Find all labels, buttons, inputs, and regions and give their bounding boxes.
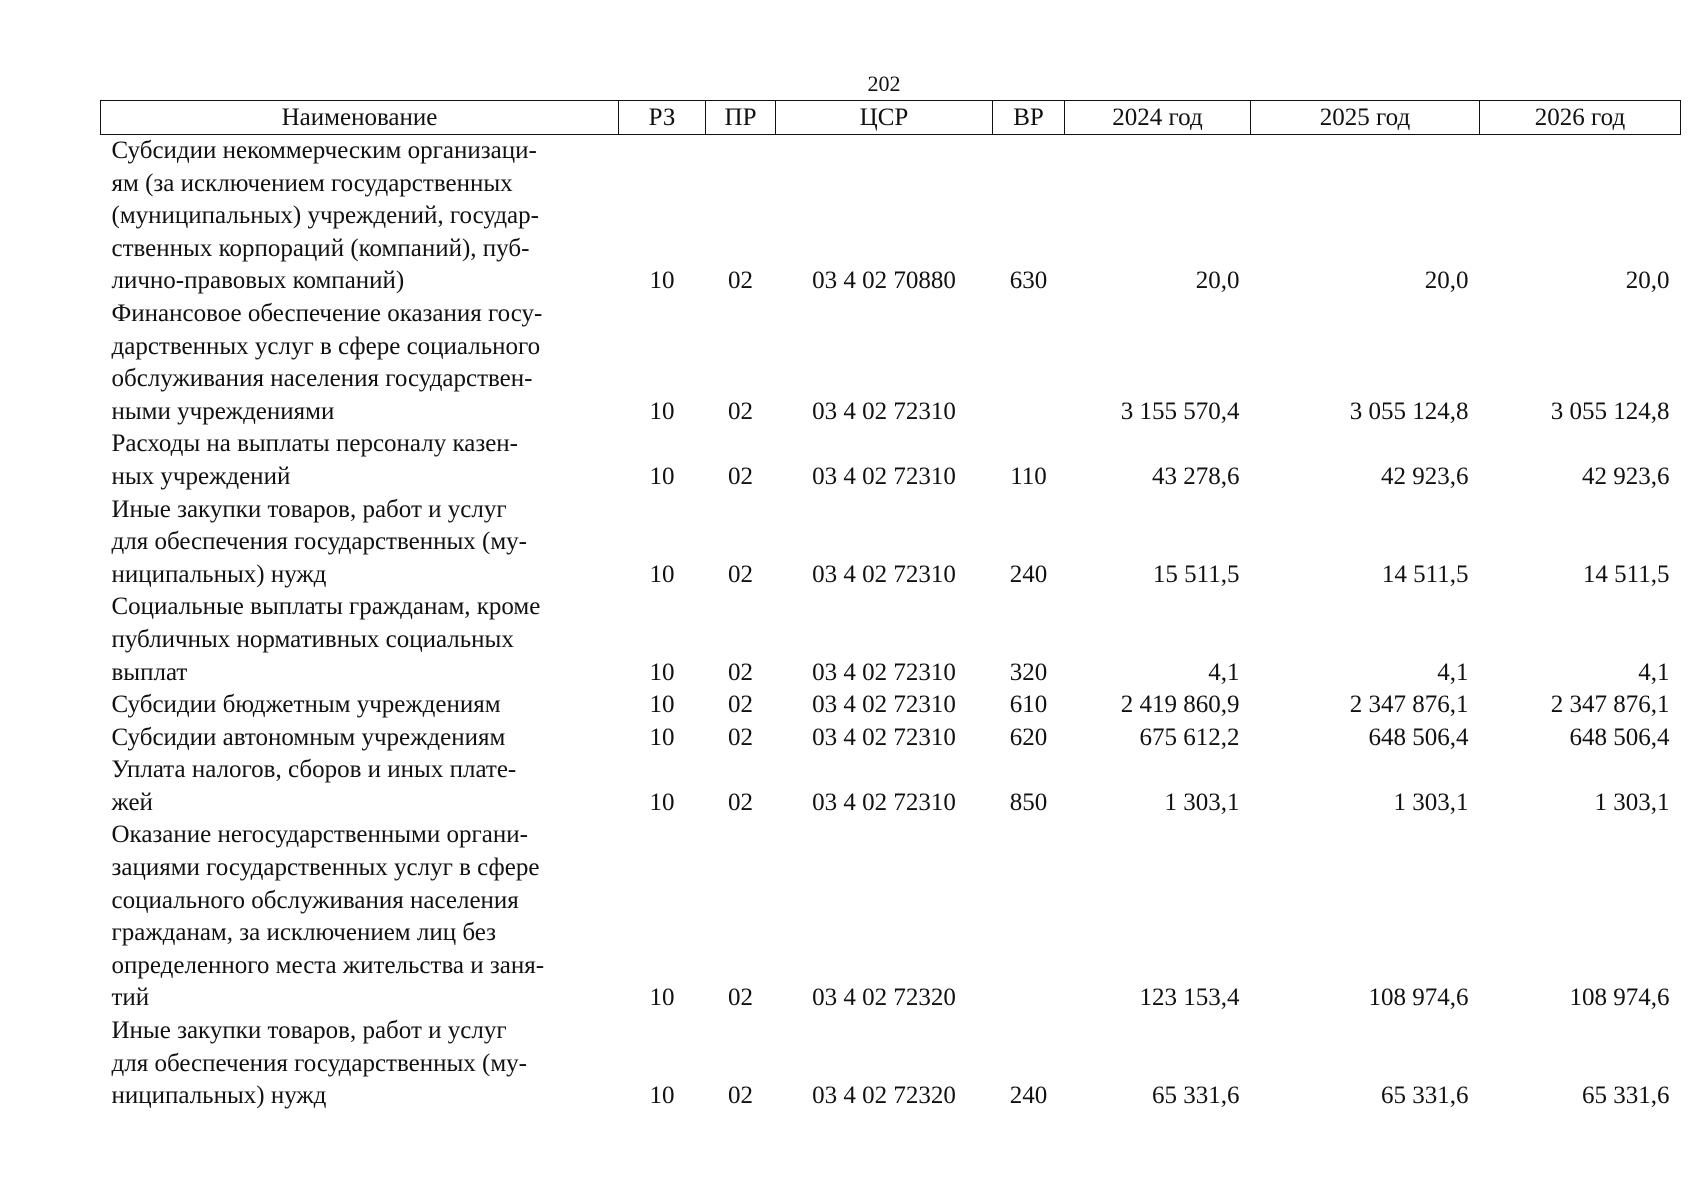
cell-rz: 10 <box>649 1082 675 1110</box>
cell-vr: 240 <box>1009 1082 1048 1110</box>
name-line: выплат <box>111 658 188 686</box>
cell-rz: 10 <box>649 560 675 588</box>
cell-2024: 3 155 570,4 <box>1120 397 1240 425</box>
cell-pr: 02 <box>728 267 753 295</box>
cell-2024: 1 303,1 <box>1164 788 1240 816</box>
name-line: для обеспечения государственных (му- <box>111 1049 527 1077</box>
cell-pr: 02 <box>728 1082 753 1110</box>
cell-rz: 10 <box>649 267 675 295</box>
name-line: ными учреждениями <box>111 397 335 425</box>
name-line: ям (за исключением государственных <box>111 169 513 197</box>
name-line: для обеспечения государственных (му- <box>111 528 527 556</box>
table-row <box>101 1015 1681 1113</box>
table-row <box>101 494 1681 592</box>
cell-2024: 123 153,4 <box>1139 984 1240 1012</box>
name-line: жей <box>111 788 153 816</box>
table-row <box>101 722 1681 755</box>
cell-csr: 03 4 02 72310 <box>812 658 956 686</box>
header-vr: ВР <box>993 101 1065 135</box>
cell-pr: 02 <box>728 984 753 1012</box>
name-line: ниципальных) нужд <box>111 1082 327 1110</box>
name-line: Оказание негосударственными органи- <box>111 821 528 849</box>
cell-csr: 03 4 02 72310 <box>812 462 956 490</box>
budget-table-container <box>100 100 1680 1113</box>
name-line: ниципальных) нужд <box>111 560 327 588</box>
cell-name <box>101 1015 619 1113</box>
cell-pr: 02 <box>728 658 753 686</box>
cell-2026: 42 923,6 <box>1582 462 1670 490</box>
header-rz: РЗ <box>619 101 706 135</box>
cell-2026: 1 303,1 <box>1594 788 1670 816</box>
cell-vr <box>993 819 1065 1015</box>
table-row <box>101 298 1681 428</box>
cell-rz: 10 <box>649 658 675 686</box>
cell-2026: 20,0 <box>1625 267 1670 295</box>
cell-vr: 320 <box>1009 658 1048 686</box>
cell-2026: 648 506,4 <box>1569 723 1670 751</box>
cell-pr: 02 <box>728 788 753 816</box>
cell-name <box>101 689 619 722</box>
cell-2024: 4,1 <box>1208 658 1240 686</box>
name-line: публичных нормативных социальных <box>111 625 514 653</box>
cell-pr: 02 <box>728 723 753 751</box>
cell-2026: 4,1 <box>1638 658 1670 686</box>
name-line: Иные закупки товаров, работ и услуг <box>111 495 507 523</box>
cell-2025: 108 974,6 <box>1368 984 1469 1012</box>
name-line: Социальные выплаты гражданам, кроме <box>111 593 541 621</box>
cell-2024: 20,0 <box>1195 267 1240 295</box>
cell-vr: 110 <box>1010 462 1047 490</box>
cell-name <box>101 722 619 755</box>
cell-pr: 02 <box>728 560 753 588</box>
name-line: Субсидии некоммерческим организаци- <box>111 137 537 164</box>
cell-rz: 10 <box>649 462 675 490</box>
cell-2025: 42 923,6 <box>1381 462 1469 490</box>
cell-rz: 10 <box>649 723 675 751</box>
cell-2024: 15 511,5 <box>1152 560 1240 588</box>
name-line: (муниципальных) учреждений, государ- <box>111 202 539 230</box>
cell-2025: 20,0 <box>1424 267 1469 295</box>
page-number: 202 <box>867 71 901 96</box>
cell-2025: 4,1 <box>1437 658 1469 686</box>
name-line: тий <box>111 984 150 1012</box>
header-2024: 2024 год <box>1065 101 1251 135</box>
name-line: социального обслуживания населения <box>111 886 519 914</box>
name-line: определенного места жительства и заня- <box>111 951 545 979</box>
table-row <box>101 819 1681 1015</box>
name-line: Расходы на выплаты персоналу казен- <box>111 430 518 458</box>
cell-name <box>101 428 619 493</box>
cell-2025: 3 055 124,8 <box>1349 397 1469 425</box>
name-line: дарственных услуг в сфере социального <box>111 332 541 360</box>
cell-vr: 630 <box>1009 267 1048 295</box>
cell-csr: 03 4 02 72320 <box>812 984 956 1012</box>
table-row <box>101 428 1681 493</box>
name-line: гражданам, за исключением лиц без <box>111 919 497 947</box>
cell-csr: 03 4 02 72320 <box>812 1082 956 1110</box>
cell-2026: 65 331,6 <box>1582 1082 1670 1110</box>
cell-2026: 108 974,6 <box>1569 984 1670 1012</box>
cell-csr: 03 4 02 72310 <box>812 560 956 588</box>
cell-name <box>101 135 619 298</box>
header-2025: 2025 год <box>1251 101 1480 135</box>
header-2026: 2026 год <box>1480 101 1681 135</box>
cell-name <box>101 494 619 592</box>
cell-2024: 65 331,6 <box>1152 1082 1240 1110</box>
table-header <box>101 101 1681 135</box>
cell-2025: 1 303,1 <box>1393 788 1469 816</box>
cell-csr: 03 4 02 72310 <box>812 723 956 751</box>
cell-vr: 240 <box>1009 560 1048 588</box>
table-body <box>101 135 1681 1113</box>
header-pr: ПР <box>706 101 776 135</box>
table-row <box>101 689 1681 722</box>
name-line: Субсидии бюджетным учреждениям <box>111 691 501 719</box>
table-row <box>101 591 1681 689</box>
cell-name <box>101 591 619 689</box>
name-line: зациями государственных услуг в сфере <box>111 854 540 882</box>
cell-csr: 03 4 02 70880 <box>812 267 956 295</box>
name-line: лично-правовых компаний) <box>111 267 405 295</box>
cell-pr: 02 <box>728 691 753 719</box>
table-row <box>101 754 1681 819</box>
name-line: ных учреждений <box>111 462 291 490</box>
cell-2024: 2 419 860,9 <box>1120 691 1240 719</box>
cell-2025: 14 511,5 <box>1381 560 1469 588</box>
header-csr: ЦСР <box>776 101 993 135</box>
budget-table <box>100 100 1681 1113</box>
cell-csr: 03 4 02 72310 <box>812 397 956 425</box>
cell-rz: 10 <box>649 691 675 719</box>
cell-vr: 610 <box>1009 691 1048 719</box>
name-line: Уплата налогов, сборов и иных плате- <box>111 756 517 784</box>
name-line: Иные закупки товаров, работ и услуг <box>111 1017 507 1045</box>
header-name: Наименование <box>101 101 619 135</box>
cell-2025: 2 347 876,1 <box>1349 691 1469 719</box>
cell-csr: 03 4 02 72310 <box>812 788 956 816</box>
cell-csr: 03 4 02 72310 <box>812 691 956 719</box>
header-row <box>101 101 1681 135</box>
cell-2026: 2 347 876,1 <box>1550 691 1670 719</box>
name-line: Финансовое обеспечение оказания госу- <box>111 299 543 327</box>
cell-rz: 10 <box>649 788 675 816</box>
name-line: ственных корпораций (компаний), пуб- <box>111 234 530 262</box>
cell-2026: 3 055 124,8 <box>1550 397 1670 425</box>
cell-2025: 648 506,4 <box>1368 723 1469 751</box>
name-line: обслуживания населения государствен- <box>111 365 533 393</box>
name-line: Субсидии автономным учреждениям <box>111 723 506 751</box>
cell-vr <box>993 298 1065 428</box>
cell-pr: 02 <box>728 462 753 490</box>
cell-2024: 43 278,6 <box>1152 462 1240 490</box>
cell-2026: 14 511,5 <box>1582 560 1670 588</box>
cell-rz: 10 <box>649 984 675 1012</box>
cell-2024: 675 612,2 <box>1139 723 1240 751</box>
table-row <box>101 135 1681 298</box>
cell-vr: 850 <box>1009 788 1048 816</box>
cell-vr: 620 <box>1009 723 1048 751</box>
cell-pr: 02 <box>728 397 753 425</box>
cell-name <box>101 298 619 428</box>
cell-name <box>101 819 619 1015</box>
cell-rz: 10 <box>649 397 675 425</box>
cell-name <box>101 754 619 819</box>
cell-2025: 65 331,6 <box>1381 1082 1469 1110</box>
